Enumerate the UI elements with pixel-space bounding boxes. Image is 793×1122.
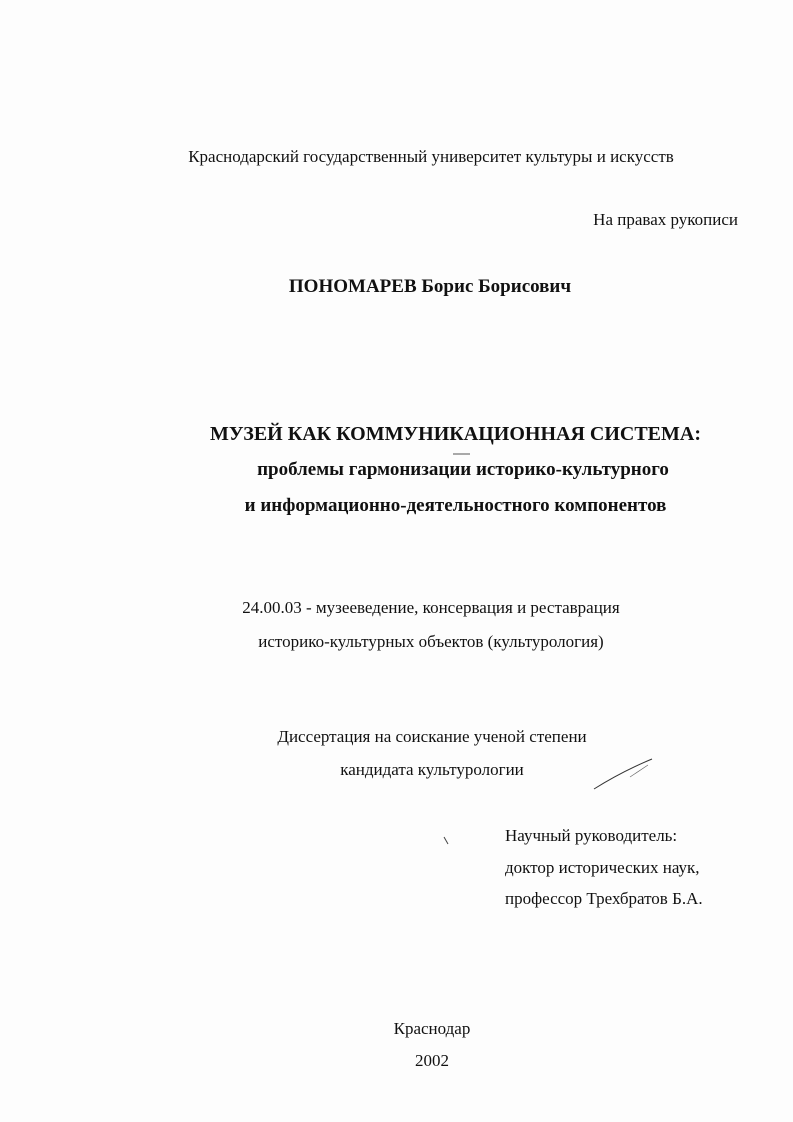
university-name: Краснодарский государственный университет культуры и искусств <box>188 147 674 166</box>
dissertation-subtitle-line-1: проблемы гармонизации историко-культурного <box>257 459 669 480</box>
specialty-line-2: историко-культурных объектов (культурология) <box>258 632 604 651</box>
manuscript-note: На правах рукописи <box>593 210 738 229</box>
dissertation-subtitle-line-2: и информационно-деятельностного компонентов <box>244 495 667 516</box>
author-name: ПОНОМАРЕВ Борис Борисович <box>288 276 572 297</box>
supervisor-degree: доктор исторических наук, <box>505 858 700 877</box>
tick-mark <box>443 836 451 846</box>
underline-mark <box>452 452 472 456</box>
year: 2002 <box>415 1051 449 1070</box>
supervisor-name: профессор Трехбратов Б.А. <box>505 889 703 908</box>
specialty-line-1: 24.00.03 - музееведение, консервация и реставрация <box>242 598 620 617</box>
city: Краснодар <box>393 1019 471 1038</box>
supervisor-label: Научный руководитель: <box>505 826 678 845</box>
dissertation-title: МУЗЕЙ КАК КОММУНИКАЦИОННАЯ СИСТЕМА: <box>209 423 701 445</box>
degree-statement-line-2: кандидата культурологии <box>340 760 524 779</box>
degree-statement-line-1: Диссертация на соискание ученой степени <box>277 727 587 746</box>
